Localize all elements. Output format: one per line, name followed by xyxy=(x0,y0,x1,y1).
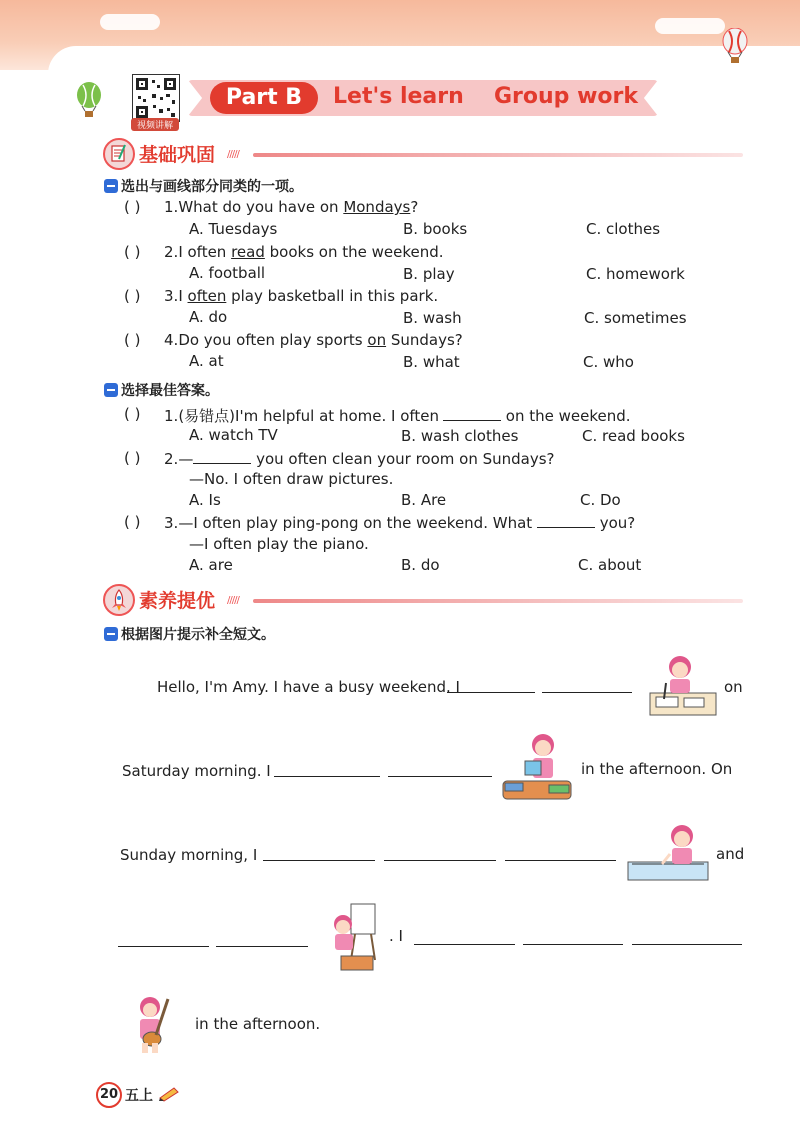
question-1-3: 3.I often play basketball in this park. xyxy=(164,287,439,305)
fill-blank[interactable] xyxy=(632,944,742,945)
pencil-icon xyxy=(158,1084,182,1102)
answer-paren[interactable]: ( ) xyxy=(124,198,141,216)
fill-blank[interactable] xyxy=(216,946,308,947)
girl-reading-picture xyxy=(499,731,575,803)
option-a: A. are xyxy=(189,556,233,574)
fill-blank[interactable] xyxy=(523,944,623,945)
answer-paren[interactable]: ( ) xyxy=(124,287,141,305)
section-divider xyxy=(253,153,743,157)
option-b: B. what xyxy=(403,353,460,371)
question-2-3: 3.—I often play ping-pong on the weekend. What you? xyxy=(164,514,636,532)
option-c: C. clothes xyxy=(586,220,661,238)
fill-blank[interactable] xyxy=(263,860,375,861)
section-divider xyxy=(253,599,743,603)
passage-text: on xyxy=(724,678,743,696)
option-c: C. read books xyxy=(582,427,685,445)
zigzag-decoration: ///// xyxy=(227,595,239,606)
answer-paren[interactable]: ( ) xyxy=(124,243,141,261)
option-a: A. Is xyxy=(189,491,221,509)
passage-text: Hello, I'm Amy. I have a busy weekend. I xyxy=(157,678,460,696)
part-badge: Part B xyxy=(210,82,318,114)
girl-doing-homework-picture xyxy=(640,653,720,719)
cloud-decoration xyxy=(100,14,160,30)
qr-code-label: 视频讲解 xyxy=(131,118,179,131)
passage-text: Saturday morning. I xyxy=(122,762,271,780)
fill-blank[interactable] xyxy=(384,860,496,861)
option-c: C. about xyxy=(578,556,642,574)
option-a: A. do xyxy=(189,308,228,326)
option-b: B. wash xyxy=(403,309,462,327)
instruction-ex1: 选出与画线部分同类的一项。 xyxy=(104,176,303,196)
option-c: C. sometimes xyxy=(584,309,687,327)
hot-air-balloon-icon xyxy=(720,28,750,66)
option-c: C. who xyxy=(583,353,634,371)
section-header-improve xyxy=(103,584,743,614)
passage-text: and xyxy=(716,845,745,863)
fill-blank[interactable] xyxy=(388,776,492,777)
passage-text: in the afternoon. xyxy=(195,1015,321,1033)
passage-text: . I xyxy=(389,927,403,945)
passage-text: in the afternoon. On xyxy=(581,760,733,778)
answer-paren[interactable]: ( ) xyxy=(124,449,141,467)
option-c: C. homework xyxy=(586,265,685,283)
section-title: 基础巩固 xyxy=(139,144,216,166)
question-2-3-reply: —I often play the piano. xyxy=(189,535,369,553)
passage-text: Sunday morning, I xyxy=(120,846,258,864)
option-b: B. books xyxy=(403,220,468,238)
question-1-2: 2.I often read books on the weekend. xyxy=(164,243,444,261)
option-b: B. wash clothes xyxy=(401,427,519,445)
question-2-1: 1.(易错点)I'm helpful at home. I often on the weekend. xyxy=(164,407,631,425)
question-2-2-reply: —No. I often draw pictures. xyxy=(189,470,394,488)
option-a: A. at xyxy=(189,352,224,370)
option-a: A. Tuesdays xyxy=(189,220,278,238)
zigzag-decoration: ///// xyxy=(227,149,239,160)
girl-playing-piano-picture xyxy=(626,824,710,884)
section-header-basics xyxy=(103,138,743,168)
option-b: B. Are xyxy=(401,491,447,509)
hot-air-balloon-icon xyxy=(74,82,104,120)
instruction-box-icon xyxy=(104,383,118,397)
instruction-ex2: 选择最佳答案。 xyxy=(104,380,219,400)
instruction-box-icon xyxy=(104,179,118,193)
answer-paren[interactable]: ( ) xyxy=(124,331,141,349)
title-group-work: Group work xyxy=(494,84,639,109)
notebook-pen-icon xyxy=(103,138,135,170)
instruction-ex3: 根据图片提示补全短文。 xyxy=(104,624,275,644)
fill-blank[interactable] xyxy=(505,860,616,861)
answer-paren[interactable]: ( ) xyxy=(124,513,141,531)
girl-playing-guitar-picture xyxy=(130,995,174,1055)
section-title: 素养提优 xyxy=(139,590,216,612)
rocket-icon xyxy=(103,584,135,616)
title-lets-learn: Let's learn xyxy=(333,84,464,109)
option-b: B. do xyxy=(401,556,440,574)
fill-blank[interactable] xyxy=(542,692,632,693)
instruction-box-icon xyxy=(104,627,118,641)
fill-blank[interactable] xyxy=(274,776,380,777)
page-number: 20 xyxy=(96,1082,122,1108)
girl-drawing-picture xyxy=(329,900,383,976)
qr-code-icon[interactable] xyxy=(132,74,180,122)
fill-blank[interactable] xyxy=(414,944,515,945)
option-b: B. play xyxy=(403,265,455,283)
question-1-1: 1.What do you have on Mondays? xyxy=(164,198,419,216)
option-a: A. football xyxy=(189,264,266,282)
fill-blank[interactable] xyxy=(447,692,535,693)
grade-label: 五上 xyxy=(125,1088,153,1104)
fill-blank[interactable] xyxy=(118,946,209,947)
answer-paren[interactable]: ( ) xyxy=(124,405,141,423)
question-2-2: 2.— you often clean your room on Sundays? xyxy=(164,450,555,468)
option-a: A. watch TV xyxy=(189,426,278,444)
question-1-4: 4.Do you often play sports on Sundays? xyxy=(164,331,463,349)
cloud-decoration xyxy=(655,18,725,34)
option-c: C. Do xyxy=(580,491,621,509)
